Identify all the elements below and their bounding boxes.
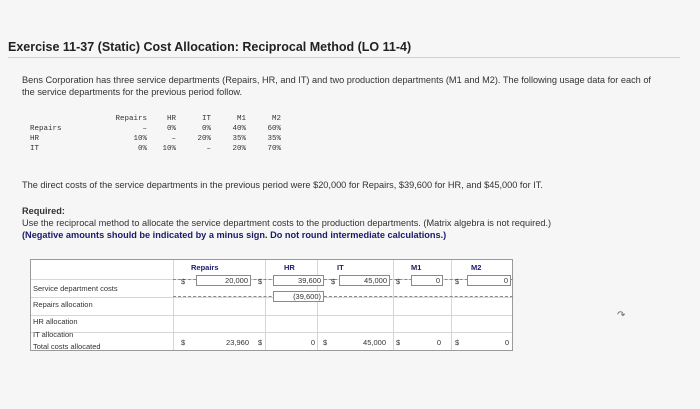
usage-row [30, 134, 281, 144]
usage-cell: – [171, 135, 176, 143]
grid-header-m2: M2 [471, 263, 482, 272]
currency-sign: $ [323, 338, 328, 347]
usage-cell: 35% [267, 135, 281, 143]
it-service-cost-input[interactable]: 45,000 [339, 275, 390, 286]
currency-sign: $ [396, 277, 401, 286]
currency-sign: $ [396, 338, 401, 347]
title-divider [8, 57, 680, 58]
grid-divider [31, 297, 512, 298]
usage-header-repairs: Repairs [115, 115, 147, 123]
usage-header-m1: M1 [236, 115, 246, 123]
direct-costs-text: The direct costs of the service departments in the previous period were $20,000 for Repairs, $39,600 for HR, and $45,000 for IT. [22, 180, 543, 190]
m2-total-value: 0 [504, 338, 509, 347]
currency-sign: $ [455, 338, 460, 347]
usage-header-m2: M2 [271, 115, 281, 123]
usage-row-label: HR [30, 135, 40, 143]
hr-total-value: 0 [310, 338, 315, 347]
grid-divider [393, 260, 394, 350]
hr-repairs-allocation-input[interactable]: (39,600) [273, 291, 324, 302]
usage-row-label: IT [30, 145, 40, 153]
row-label-hr-allocation: HR allocation [33, 317, 78, 326]
grid-divider [451, 260, 452, 350]
currency-sign: $ [181, 277, 186, 286]
currency-sign: $ [181, 338, 186, 347]
grid-header-m1: M1 [411, 263, 422, 272]
usage-row [30, 124, 281, 134]
m1-total-value: 0 [436, 338, 441, 347]
usage-cell: 0% [166, 125, 176, 133]
repairs-total-value: 23,960 [226, 338, 249, 347]
grid-divider [31, 315, 512, 316]
usage-cell: – [142, 125, 147, 133]
currency-sign: $ [455, 277, 460, 286]
allocation-grid [30, 259, 513, 351]
usage-data-table [30, 114, 281, 154]
m2-service-cost-input[interactable]: 0 [467, 275, 511, 286]
grid-header-it: IT [337, 263, 344, 272]
usage-cell: 60% [267, 125, 281, 133]
row-label-total-costs-allocated: Total costs allocated [33, 342, 101, 351]
problem-intro: Bens Corporation has three service departments (Repairs, HR, and IT) and two production departments (M1 and M2). The following usage data for each of the service departments for the previous period follow. [22, 75, 651, 97]
required-text: Use the reciprocal method to allocate the service department costs to the production departments. (Matrix algebra is not required.) [22, 218, 552, 228]
usage-cell: 0% [137, 145, 147, 153]
usage-header-hr: HR [166, 115, 176, 123]
currency-sign: $ [258, 277, 263, 286]
mouse-cursor-icon: ↷ [617, 310, 626, 321]
row-label-service-department-costs: Service department costs [33, 284, 118, 293]
usage-cell: 40% [232, 125, 246, 133]
it-total-value: 45,000 [363, 338, 386, 347]
required-section [22, 205, 672, 241]
grid-divider [317, 260, 318, 350]
usage-cell: 0% [201, 125, 211, 133]
usage-header-row [30, 114, 281, 124]
required-note: (Negative amounts should be indicated by a minus sign. Do not round intermediate calculations.) [22, 230, 447, 240]
usage-cell: 10% [133, 135, 147, 143]
usage-cell: 20% [232, 145, 246, 153]
usage-cell: 35% [232, 135, 246, 143]
usage-header-it: IT [201, 115, 211, 123]
repairs-service-cost-input[interactable]: 20,000 [196, 275, 251, 286]
usage-cell: 10% [162, 145, 176, 153]
exercise-title: Exercise 11-37 (Static) Cost Allocation: Reciprocal Method (LO 11-4) [8, 40, 412, 54]
grid-divider [173, 260, 174, 350]
usage-cell: – [206, 145, 211, 153]
grid-divider [265, 260, 266, 350]
m1-service-cost-input[interactable]: 0 [411, 275, 443, 286]
grid-header-hr: HR [284, 263, 295, 272]
grid-header-repairs: Repairs [191, 263, 219, 272]
usage-cell: 70% [267, 145, 281, 153]
usage-row [30, 144, 281, 154]
usage-cell: 20% [197, 135, 211, 143]
row-label-repairs-allocation: Repairs allocation [33, 300, 93, 309]
currency-sign: $ [331, 277, 336, 286]
required-heading: Required: [22, 206, 65, 216]
hr-service-cost-input[interactable]: 39,600 [273, 275, 324, 286]
currency-sign: $ [258, 338, 263, 347]
usage-row-label: Repairs [30, 125, 62, 133]
row-label-it-allocation: IT allocation [33, 330, 74, 339]
